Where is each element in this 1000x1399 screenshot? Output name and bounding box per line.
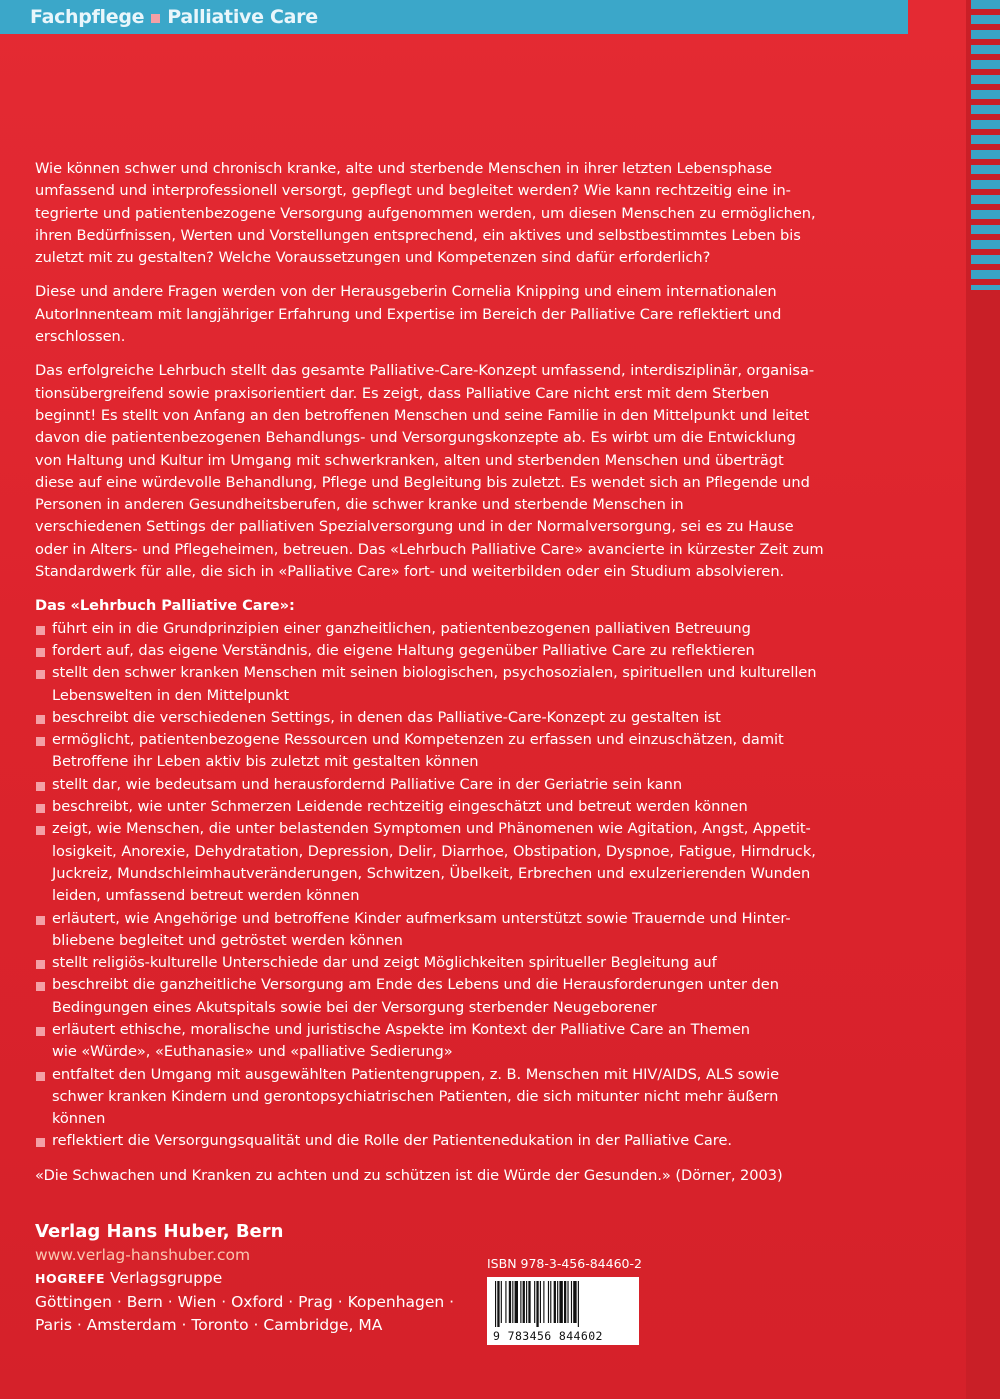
square-bullet-icon <box>36 626 45 635</box>
text-line: ihren Bedürfnissen, Werten und Vorstellungen entsprechend, ein aktives und selbstbestimmtes Leben bis <box>35 226 801 244</box>
publisher-url[interactable]: www.verlag-hanshuber.com <box>35 1245 251 1264</box>
feature-item <box>35 1019 835 1064</box>
feature-item <box>35 707 835 729</box>
spine-stripes <box>971 0 1000 290</box>
isbn-label: ISBN 978-3-456-84460-2 <box>487 1256 642 1271</box>
feature-item <box>35 974 835 1019</box>
text-line: zeigt, wie Menschen, die unter belastenden Symptomen und Phänomenen wie Agitation, Angst, Appetit- <box>52 820 811 838</box>
square-bullet-icon <box>36 1072 45 1081</box>
barcode-bar <box>554 1281 556 1323</box>
barcode-bar <box>571 1281 572 1323</box>
barcode-bars-icon <box>493 1281 633 1327</box>
text-line: Lebenswelten in den Mittelpunkt <box>52 686 290 704</box>
text-line: wie «Würde», «Euthanasie» und «palliative Sedierung» <box>52 1043 453 1061</box>
text-line: von Haltung und Kultur im Umgang mit schwerkranken, alten und sterbenden Menschen und überträgt <box>35 451 784 469</box>
text-line: stellt religiös-kulturelle Unterschiede dar und zeigt Möglichkeiten spiritueller Begleitung auf <box>52 954 717 972</box>
barcode-bar <box>495 1281 496 1327</box>
text-line: losigkeit, Anorexie, Dehydratation, Depression, Delir, Diarrhoe, Obstipation, Dyspnoe, Fatigue, Hirndruck, <box>52 842 816 860</box>
barcode-bar <box>501 1281 502 1323</box>
text-line: ermöglicht, patientenbezogene Ressourcen und Kompetenzen zu erfassen und einzuschätzen, damit <box>52 731 784 749</box>
barcode-bar <box>512 1281 513 1323</box>
feature-item <box>35 729 835 774</box>
text-line: können <box>52 1110 106 1128</box>
text-line: Juckreiz, Mundschleimhautveränderungen, Schwitzen, Übelkeit, Erbrechen und exulzerierenden Wunden <box>52 864 811 882</box>
series-label: Fachpflege <box>30 6 145 28</box>
barcode-bar <box>540 1281 541 1323</box>
feature-item <box>35 1130 835 1152</box>
text-line: erläutert ethische, moralische und juristische Aspekte im Kontext der Palliative Care an Themen <box>52 1020 750 1038</box>
barcode-bar <box>497 1281 499 1327</box>
barcode-bar <box>505 1281 506 1323</box>
barcode-bar <box>557 1281 558 1323</box>
text-line: stellt dar, wie bedeutsam und herausfordernd Palliative Care in der Geriatrie sein kann <box>52 775 683 793</box>
text-line: tegrierte und patientenbezogene Versorgung aufgenommen werden, um diesen Menschen zu ermöglichen, <box>35 204 816 222</box>
barcode-digits: 9 783456 844602 <box>493 1329 603 1343</box>
text-line: Betroffene ihr Leben aktiv bis zuletzt mit gestalten können <box>52 753 479 771</box>
feature-item <box>35 796 835 818</box>
text-line: Das erfolgreiche Lehrbuch stellt das gesamte Palliative-Care-Konzept umfassend, interdisziplinär, organisa- <box>35 362 815 380</box>
text-line: tionsübergreifend sowie praxisorientiert dar. Es zeigt, dass Palliative Care nicht erst mit dem Sterben <box>35 384 770 402</box>
square-bullet-icon <box>36 737 45 746</box>
text-line: führt ein in die Grundprinzipien einer ganzheitlichen, patientenbezogenen palliativen Betreuung <box>52 619 751 637</box>
text-line: erschlossen. <box>35 328 126 346</box>
barcode-bar <box>528 1281 530 1323</box>
square-bullet-icon <box>36 648 45 657</box>
text-line: fordert auf, das eigene Verständnis, die eigene Haltung gegenüber Palliative Care zu reflektieren <box>52 641 755 659</box>
barcode-bar <box>578 1281 579 1327</box>
feature-item <box>35 640 835 662</box>
text-line: schwer kranken Kindern und gerontopsychiatrischen Patienten, die sich mitunter nicht mehr äußern <box>52 1087 779 1105</box>
feature-item <box>35 818 835 907</box>
barcode-bar <box>526 1281 527 1323</box>
barcode-bar <box>564 1281 566 1323</box>
barcode-bar <box>567 1281 568 1323</box>
text-line: reflektiert die Versorgungsqualität und die Rolle der Patientenedukation in der Palliative Care. <box>52 1132 732 1150</box>
barcode-bar <box>543 1281 544 1323</box>
text-line: entfaltet den Umgang mit ausgewählten Patientengruppen, z. B. Menschen mit HIV/AIDS, ALS sowie <box>52 1065 780 1083</box>
square-bullet-icon <box>36 1138 45 1147</box>
text-line: diese auf eine würdevolle Behandlung, Pflege und Begleitung bis zuletzt. Es wendet sich an Pflegende und <box>35 473 810 491</box>
text-line: zuletzt mit zu gestalten? Welche Voraussetzungen und Kompetenzen sind dafür erforderlich? <box>35 249 711 267</box>
barcode-bar <box>509 1281 511 1323</box>
group-label: Verlagsgruppe <box>110 1269 223 1287</box>
blurb-text <box>35 158 835 1187</box>
square-bullet-icon <box>36 715 45 724</box>
feature-item <box>35 1064 835 1131</box>
quote: «Die Schwachen und Kranken zu achten und zu schützen ist die Würde der Gesunden.» (Dörner, 2003) <box>35 1166 783 1184</box>
text-line: umfassend und interprofessionell versorgt, gepflegt und begleitet werden? Wie kann rechtzeitig eine in- <box>35 182 791 200</box>
text-line: Bedingungen eines Akutspitals sowie bei der Versorgung sterbender Neugeborener <box>52 998 657 1016</box>
cities-line-2: Paris · Amsterdam · Toronto · Cambridge, MA <box>35 1316 383 1334</box>
subseries-label: Palliative Care <box>167 6 318 28</box>
square-bullet-icon <box>36 782 45 791</box>
barcode-bar <box>550 1281 551 1323</box>
barcode-bar <box>559 1281 562 1323</box>
text-line: beschreibt die verschiedenen Settings, in denen das Palliative-Care-Konzept zu gestalten ist <box>52 708 721 726</box>
barcode-bar <box>534 1281 535 1323</box>
feature-item <box>35 908 835 953</box>
text-line: Wie können schwer und chronisch kranke, alte und sterbende Menschen in ihrer letzten Lebensphase <box>35 160 773 177</box>
text-line: AutorInnenteam mit langjähriger Erfahrung und Expertise im Bereich der Palliative Care reflektiert und <box>35 305 782 323</box>
text-line: bliebene begleitet und getröstet werden können <box>52 931 403 949</box>
barcode <box>487 1277 639 1345</box>
features-list <box>35 618 835 1153</box>
feature-item <box>35 774 835 796</box>
barcode-bar <box>520 1281 521 1323</box>
square-bullet-icon <box>36 826 45 835</box>
cities-line-1: Göttingen · Bern · Wien · Oxford · Prag · Kopenhagen · <box>35 1292 455 1311</box>
text-line: Personen in anderen Gesundheitsberufen, die schwer kranke und sterbende Menschen in <box>35 496 684 514</box>
square-bullet-icon <box>36 960 45 969</box>
text-line: davon die patientenbezogenen Behandlungs- und Versorgungskonzepte ab. Es wirbt um die Entwicklung <box>35 429 796 447</box>
text-line: beschreibt die ganzheitliche Versorgung am Ende des Lebens und die Herausforderungen unter den <box>52 976 779 994</box>
text-line: beschreibt, wie unter Schmerzen Leidende rechtzeitig eingeschätzt und betreut werden können <box>52 798 748 816</box>
square-bullet-icon <box>36 670 45 679</box>
text-line: verschiedenen Settings der palliativen Spezialversorgung und in der Normalversorgung, sei es zu Hause <box>35 518 794 536</box>
text-line: Standardwerk für alle, die sich in «Palliative Care» fort- und weiterbilden oder ein Studium absolvieren. <box>35 563 785 581</box>
publisher-group <box>35 1267 465 1291</box>
feature-item <box>35 952 835 974</box>
intro-paragraph <box>35 158 835 269</box>
barcode-bar <box>515 1281 518 1323</box>
barcode-bar <box>536 1281 538 1327</box>
publisher-name: Verlag Hans Huber, Bern <box>35 1221 284 1242</box>
barcode-bar <box>548 1281 549 1323</box>
square-bullet-icon <box>151 14 160 23</box>
series-title <box>30 4 318 30</box>
text-line: stellt den schwer kranken Menschen mit seinen biologischen, psychosozialen, spirituellen und kulturellen <box>52 664 817 682</box>
text-line: erläutert, wie Angehörige und betroffene Kinder aufmerksam unterstützt sowie Trauernde und Hinter- <box>52 909 791 927</box>
intro-paragraph <box>35 281 835 348</box>
feature-item <box>35 662 835 707</box>
features-heading: Das «Lehrbuch Palliative Care»: <box>35 597 295 615</box>
barcode-bar <box>573 1281 576 1323</box>
text-line: leiden, umfassend betreut werden können <box>52 887 360 905</box>
publisher-block <box>35 1220 465 1338</box>
feature-item <box>35 618 835 640</box>
square-bullet-icon <box>36 804 45 813</box>
square-bullet-icon <box>36 916 45 925</box>
barcode-bar <box>523 1281 525 1323</box>
square-bullet-icon <box>36 1027 45 1036</box>
text-line: Diese und andere Fragen werden von der Herausgeberin Cornelia Knipping und einem internationalen <box>35 283 777 301</box>
intro-section <box>35 158 835 583</box>
series-banner <box>0 0 908 34</box>
intro-paragraph <box>35 360 835 583</box>
square-bullet-icon <box>36 982 45 991</box>
hogrefe-logo: HOGREFE <box>35 1271 106 1286</box>
text-line: beginnt! Es stellt von Anfang an den betroffenen Menschen und seine Familie in den Mittelpunkt und leitet <box>35 406 810 424</box>
text-line: oder in Alters- und Pflegeheimen, betreuen. Das «Lehrbuch Palliative Care» avancierte in kürzester Zeit zum <box>35 540 824 558</box>
